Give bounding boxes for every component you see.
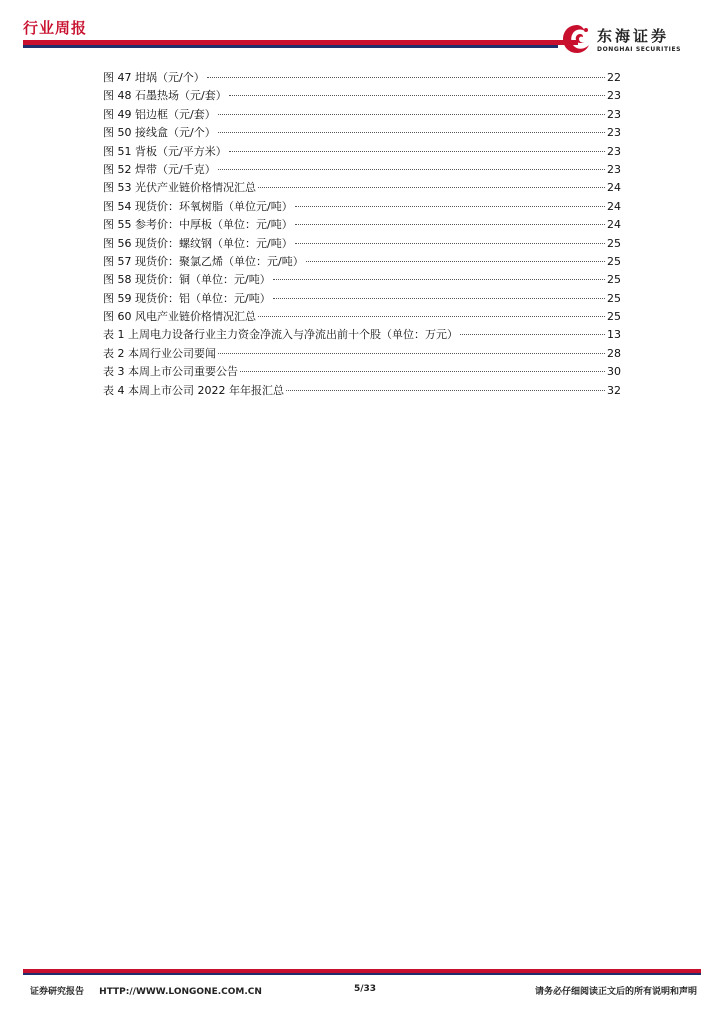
toc-entry[interactable]	[103, 290, 621, 308]
toc-dot-leader	[306, 261, 605, 262]
toc-entry-page: 25	[607, 310, 621, 324]
toc-entry-label: 图 58 现货价：铜（单位：元/吨）	[103, 273, 271, 287]
toc-entry-label: 表 2 本周行业公司要闻	[103, 346, 216, 360]
toc-entry-label: 图 56 现货价：螺纹钢（单位：元/吨）	[103, 236, 293, 250]
table-of-contents	[103, 69, 621, 400]
toc-entry[interactable]	[103, 271, 621, 289]
toc-entry-label: 表 1 上周电力设备行业主力资金净流入与净流出前十个股（单位：万元）	[103, 328, 458, 342]
toc-entry-label: 图 48 石墨热场（元/套）	[103, 89, 227, 103]
toc-dot-leader	[286, 390, 605, 391]
toc-entry-label: 图 47 坩埚（元/个）	[103, 71, 205, 84]
toc-entry-label: 图 59 现货价：铝（单位：元/吨）	[103, 291, 271, 305]
toc-entry-label: 图 50 接线盒（元/个）	[103, 126, 216, 140]
footer-divider-navy	[23, 973, 701, 975]
toc-entry-label: 图 54 现货价：环氧树脂（单位元/吨）	[103, 199, 293, 213]
toc-dot-leader	[258, 316, 605, 317]
toc-dot-leader	[240, 371, 605, 372]
toc-dot-leader	[218, 132, 605, 133]
logo-name-en: DONGHAI SECURITIES	[597, 46, 682, 53]
toc-entry-label: 表 4 本周上市公司 2022 年年报汇总	[103, 383, 284, 397]
toc-entry-page: 24	[607, 181, 621, 195]
toc-entry[interactable]	[103, 69, 621, 87]
toc-entry[interactable]	[103, 198, 621, 216]
toc-entry[interactable]	[103, 363, 621, 381]
toc-entry-page: 25	[607, 236, 621, 250]
toc-entry-page: 25	[607, 254, 621, 268]
toc-entry-page: 23	[607, 89, 621, 103]
toc-entry[interactable]	[103, 179, 621, 197]
toc-entry[interactable]	[103, 235, 621, 253]
toc-entry[interactable]	[103, 143, 621, 161]
toc-entry-label: 图 60 风电产业链价格情况汇总	[103, 310, 256, 324]
toc-entry-label: 表 3 本周上市公司重要公告	[103, 365, 238, 379]
toc-entry-page: 25	[607, 291, 621, 305]
footer-disclaimer: 请务必仔细阅读正文后的所有说明和声明	[534, 987, 697, 997]
toc-entry[interactable]	[103, 253, 621, 271]
toc-entry-label: 图 51 背板（元/平方米）	[103, 144, 227, 158]
toc-entry[interactable]	[103, 382, 621, 400]
toc-dot-leader	[295, 243, 605, 244]
toc-entry-page: 22	[607, 71, 621, 84]
toc-dot-leader	[295, 206, 605, 207]
toc-dot-leader	[258, 187, 605, 188]
toc-entry[interactable]	[103, 216, 621, 234]
toc-dot-leader	[295, 224, 605, 225]
dragon-emblem-icon	[560, 22, 594, 56]
toc-entry-page: 23	[607, 126, 621, 140]
toc-entry-page: 23	[607, 144, 621, 158]
toc-entry-page: 13	[607, 328, 621, 342]
toc-entry[interactable]	[103, 124, 621, 142]
toc-entry-page: 28	[607, 346, 621, 360]
toc-dot-leader	[229, 151, 605, 152]
toc-entry-page: 24	[607, 218, 621, 232]
toc-dot-leader	[229, 95, 605, 96]
toc-entry-page: 23	[607, 107, 621, 121]
footer-left	[30, 984, 262, 997]
toc-entry-label: 图 53 光伏产业链价格情况汇总	[103, 181, 256, 195]
company-logo	[560, 22, 710, 58]
footer-url-link[interactable]: HTTP://WWW.LONGONE.COM.CN	[99, 987, 262, 997]
toc-dot-leader	[218, 114, 605, 115]
toc-entry[interactable]	[103, 326, 621, 344]
toc-entry-label: 图 55 参考价：中厚板（单位：元/吨）	[103, 218, 293, 232]
toc-entry-page: 30	[607, 365, 621, 379]
page-number: 5/33	[353, 984, 377, 994]
toc-dot-leader	[207, 77, 605, 78]
toc-dot-leader	[273, 279, 605, 280]
toc-entry-label: 图 49 铝边框（元/套）	[103, 107, 216, 121]
logo-name-cn: 东海证券	[597, 27, 670, 45]
footer-report-type: 证券研究报告	[30, 987, 85, 997]
report-category-title: 行业周报	[23, 19, 88, 37]
toc-entry-page: 25	[607, 273, 621, 287]
toc-entry[interactable]	[103, 87, 621, 105]
toc-entry-page: 32	[607, 383, 621, 397]
toc-entry-label: 图 52 焊带（元/千克）	[103, 162, 216, 176]
toc-entry-label: 图 57 现货价：聚氯乙烯（单位：元/吨）	[103, 254, 304, 268]
toc-dot-leader	[218, 353, 605, 354]
toc-entry[interactable]	[103, 308, 621, 326]
toc-entry[interactable]	[103, 345, 621, 363]
toc-entry[interactable]	[103, 161, 621, 179]
toc-entry-page: 23	[607, 162, 621, 176]
toc-dot-leader	[273, 298, 605, 299]
toc-dot-leader	[460, 334, 605, 335]
header-divider-navy	[23, 45, 558, 48]
toc-entry[interactable]	[103, 106, 621, 124]
toc-entry-page: 24	[607, 199, 621, 213]
toc-dot-leader	[218, 169, 605, 170]
